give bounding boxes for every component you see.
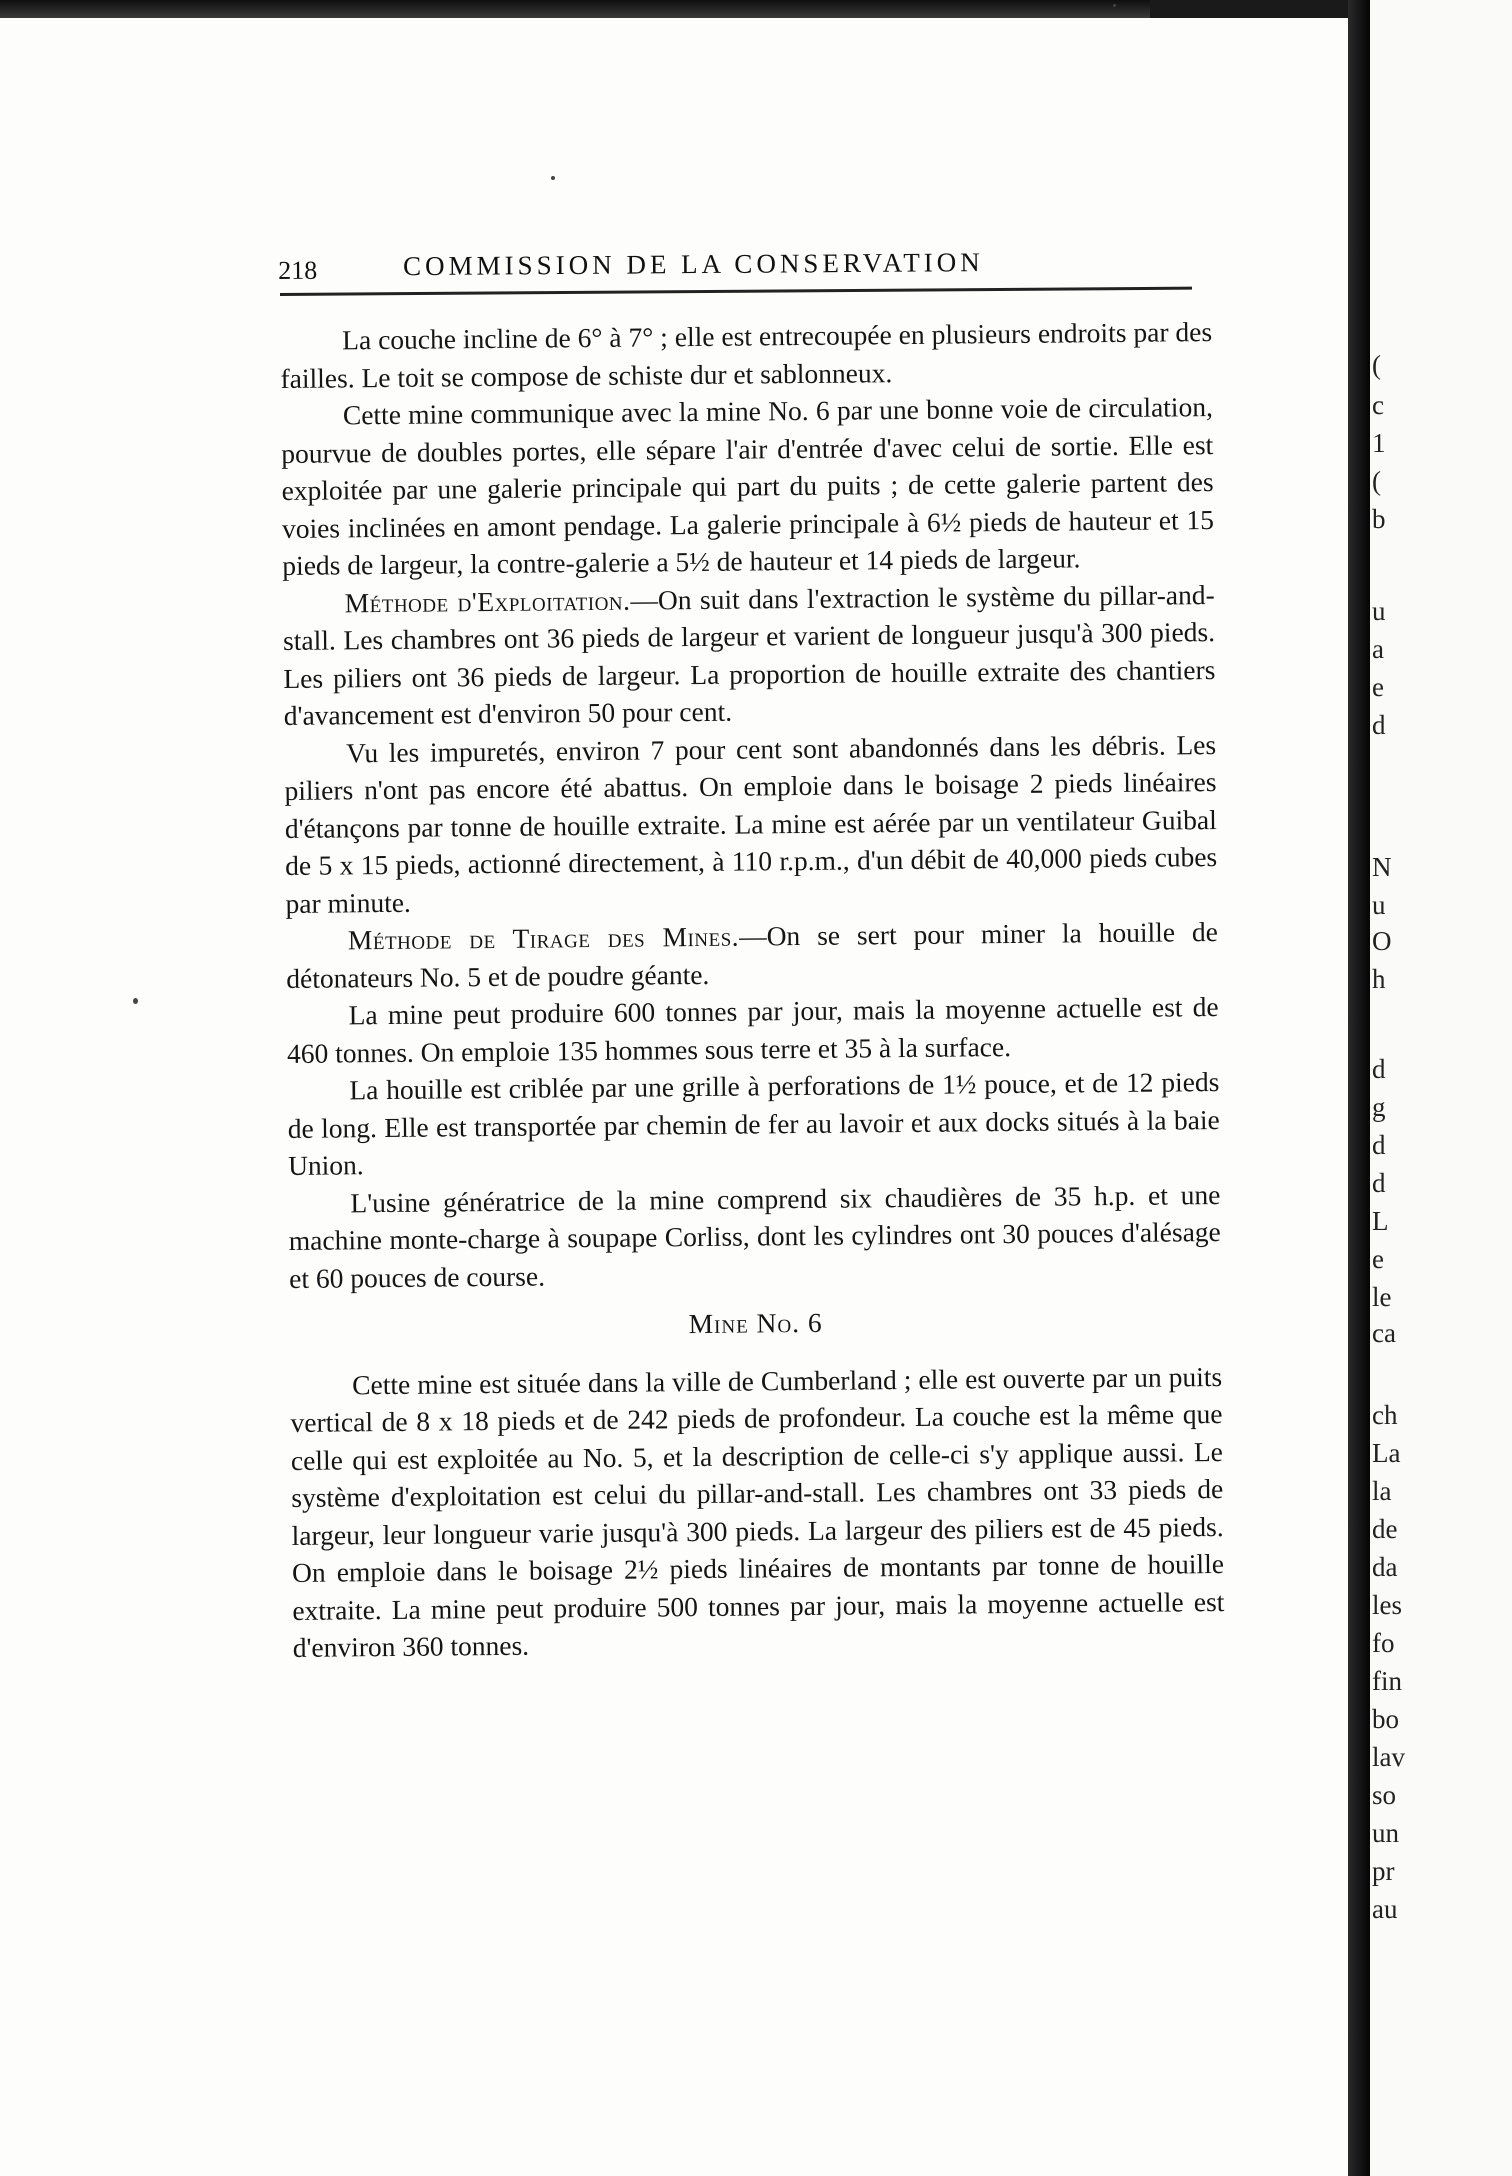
facing-page-fragment: d	[1372, 1130, 1386, 1160]
scan-speck	[551, 176, 555, 180]
paragraph-text: —On se sert pour miner la houille de détonateurs No. 5 et de poudre géante.	[286, 916, 1219, 994]
facing-page-fragment: le	[1372, 1282, 1392, 1312]
paragraph-run-in-heading: Méthode de Tirage des Mines.	[347, 920, 740, 956]
paragraph: La mine peut produire 600 tonnes par jour, mais la moyenne actuelle est de 460 tonnes. On emploie 135 hommes sous terre et 35 à la surface.	[286, 991, 1219, 1069]
facing-page-fragment: b	[1372, 504, 1386, 534]
paragraph	[286, 913, 1219, 997]
paragraph-run-in-heading: Méthode d'Exploitation.	[344, 584, 631, 618]
scan-border-top	[0, 0, 1150, 18]
facing-page-fragment: d	[1372, 710, 1386, 740]
book-gutter	[1348, 0, 1370, 2176]
facing-page-text-fragments	[1372, 0, 1512, 2176]
paragraph: La couche incline de 6° à 7° ; elle est entrecoupée en plusieurs endroits par des failles. Le toit se compose de schiste dur et sablonneux.	[280, 316, 1213, 394]
facing-page-fragment: fo	[1372, 1628, 1395, 1658]
facing-page-fragment: un	[1372, 1818, 1399, 1848]
facing-page-fragment: pr	[1372, 1856, 1395, 1886]
paragraph: La houille est criblée par une grille à perforations de 1½ pouce, et de 12 pieds de long. Elle est transportée par chemin de fer au lavoir et aux docks situés à la baie Union.	[287, 1066, 1220, 1181]
facing-page-fragment: de	[1372, 1514, 1398, 1544]
paragraph: Cette mine communique avec la mine No. 6 par une bonne voie de circulation, pourvue de doubles portes, elle sépare l'air d'entrée d'avec celui de sortie. Elle est exploitée par une galerie principale qui part du puits ; de cette galerie partent des voies inclinées en amont pendage. La galerie principale à 6½ pieds de hauteur et 15 pieds de largeur, la contre-galerie a 5½ de hauteur et 14 pieds de largeur.	[281, 391, 1215, 581]
facing-page-fragment: (	[1372, 466, 1381, 496]
facing-page-fragment: N	[1372, 852, 1392, 882]
page-body	[280, 313, 1225, 1666]
facing-page-fragment: bo	[1372, 1704, 1399, 1734]
facing-page-fragment: 1	[1372, 428, 1386, 458]
running-head-title: COMMISSION DE LA CONSERVATION	[402, 247, 984, 282]
page-number: 218	[278, 255, 318, 285]
facing-page-fragment: ch	[1372, 1400, 1398, 1430]
facing-page-fragment: da	[1372, 1552, 1398, 1582]
paragraph-text: —On suit dans l'extraction le système du pillar-and-stall. Les chambres ont 36 pieds de largeur et varient de longueur jusqu'à 300 pieds. Les piliers ont 36 pieds de largeur. La proportion de houille extraite des chantiers d'avancement est d'environ 50 pour cent.	[282, 578, 1216, 731]
facing-page-fragment: ca	[1372, 1318, 1396, 1348]
paragraph: Vu les impuretés, environ 7 pour cent sont abandonnés dans les débris. Les piliers n'ont pas encore été abattus. On emploie dans le boisage 2 pieds linéaires d'étançons par tonne de houille extraite. La mine est aérée par un ventilateur Guibal de 5 x 15 pieds, actionné directement, à 110 r.p.m., d'un débit de 40,000 pieds cubes par minute.	[284, 728, 1218, 919]
facing-page-fragment: h	[1372, 964, 1386, 994]
facing-page-fragment: fin	[1372, 1666, 1402, 1696]
scan-speck	[133, 998, 138, 1004]
facing-page-fragment: O	[1372, 926, 1392, 956]
facing-page-fragment: c	[1372, 390, 1384, 420]
facing-page-fragment: au	[1372, 1894, 1398, 1924]
facing-page-fragment: les	[1372, 1590, 1402, 1620]
facing-page-fragment: L	[1372, 1206, 1389, 1236]
facing-page-fragment: d	[1372, 1168, 1386, 1198]
facing-page-fragment: La	[1372, 1438, 1401, 1468]
facing-page-fragment: so	[1372, 1780, 1397, 1810]
facing-page-fragment: e	[1372, 672, 1384, 702]
facing-page-fragment: (	[1372, 350, 1381, 380]
facing-page-fragment: la	[1372, 1476, 1392, 1506]
facing-page-fragment: g	[1372, 1092, 1386, 1122]
paragraph: Cette mine est située dans la ville de Cumberland ; elle est ouverte par un puits vertical de 8 x 18 pieds et de 242 pieds de profondeur. La couche est la même que celle qui est exploitée au No. 5, et la description de celle-ci s'y applique aussi. Le système d'exploitation est celui du pillar-and-stall. Les chambres ont 33 pieds de largeur, leur longueur varie jusqu'à 300 pieds. La largeur des piliers est de 45 pieds. On emploie dans le boisage 2½ pieds linéaires de montants par tonne de houille extraite. La mine peut produire 500 tonnes par jour, mais la moyenne actuelle est d'environ 360 tonnes.	[290, 1360, 1225, 1663]
facing-page-fragment: e	[1372, 1244, 1384, 1274]
paragraph: L'usine génératrice de la mine comprend six chaudières de 35 h.p. et une machine monte-charge à soupape Corliss, dont les cylindres ont 30 pouces d'alésage et 60 pouces de course.	[288, 1178, 1221, 1294]
facing-page-fragment: lav	[1372, 1742, 1405, 1772]
facing-page-fragment: u	[1372, 596, 1386, 626]
paragraph	[283, 576, 1216, 735]
scan-speck	[1113, 4, 1116, 7]
facing-page-fragment: a	[1372, 634, 1384, 664]
section-heading: Mine No. 6	[688, 1306, 823, 1340]
running-header	[278, 246, 1194, 292]
facing-page-fragment: d	[1372, 1054, 1386, 1084]
facing-page-fragment: u	[1372, 890, 1386, 920]
